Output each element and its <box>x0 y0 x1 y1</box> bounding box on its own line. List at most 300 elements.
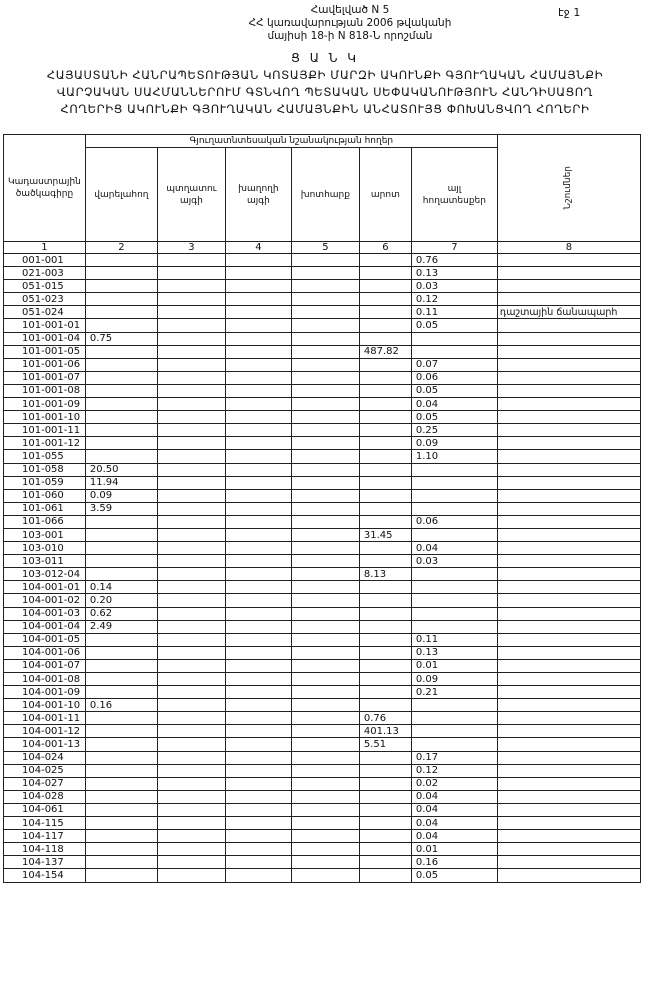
cell-notes <box>497 712 640 725</box>
cell-notes <box>497 686 640 699</box>
table-row <box>4 843 641 856</box>
cell-notes <box>497 254 640 267</box>
cell-orchard <box>157 790 225 803</box>
cell-other: 1.10 <box>411 450 497 463</box>
cell-pasture <box>359 515 411 528</box>
cell-code: 104-001-11 <box>4 712 86 725</box>
cell-orchard <box>157 280 225 293</box>
cell-pasture <box>359 463 411 476</box>
cell-vineyard <box>225 856 291 869</box>
cell-pasture <box>359 332 411 345</box>
col-number: 8 <box>497 242 640 254</box>
cell-orchard <box>157 803 225 816</box>
cell-other <box>411 712 497 725</box>
cell-orchard <box>157 371 225 384</box>
cell-notes <box>497 843 640 856</box>
cell-hayfield <box>291 594 359 607</box>
cell-code: 101-066 <box>4 515 86 528</box>
cell-other: 0.06 <box>411 515 497 528</box>
cell-notes <box>497 830 640 843</box>
cell-other: 0.76 <box>411 254 497 267</box>
cell-vineyard <box>225 869 291 882</box>
cell-notes <box>497 594 640 607</box>
cell-pasture <box>359 306 411 319</box>
table-row <box>4 293 641 306</box>
cell-arable <box>85 411 157 424</box>
table-row <box>4 345 641 358</box>
cell-orchard <box>157 293 225 306</box>
cell-hayfield <box>291 384 359 397</box>
cell-other <box>411 502 497 515</box>
cell-notes <box>497 358 640 371</box>
cell-vineyard <box>225 620 291 633</box>
cell-pasture: 5.51 <box>359 738 411 751</box>
table-row <box>4 659 641 672</box>
cell-code: 104-001-05 <box>4 633 86 646</box>
cell-pasture <box>359 293 411 306</box>
cell-other: 0.04 <box>411 817 497 830</box>
cell-pasture <box>359 450 411 463</box>
cell-notes <box>497 489 640 502</box>
cell-other <box>411 607 497 620</box>
page-label: էջ 1 <box>558 6 581 19</box>
cell-arable <box>85 764 157 777</box>
cell-other: 0.03 <box>411 555 497 568</box>
cell-hayfield <box>291 424 359 437</box>
table-row <box>4 306 641 319</box>
cell-arable <box>85 646 157 659</box>
cell-other <box>411 463 497 476</box>
cell-code: 104-001-13 <box>4 738 86 751</box>
cell-pasture <box>359 777 411 790</box>
cell-orchard <box>157 581 225 594</box>
cell-notes <box>497 568 640 581</box>
cell-code: 104-137 <box>4 856 86 869</box>
cell-notes <box>497 542 640 555</box>
table-row <box>4 712 641 725</box>
title-line: Ց Ա Ն Կ <box>290 51 360 65</box>
cell-arable <box>85 790 157 803</box>
cell-arable <box>85 712 157 725</box>
cell-pasture <box>359 686 411 699</box>
cell-notes <box>497 646 640 659</box>
cell-hayfield <box>291 437 359 450</box>
cell-arable <box>85 267 157 280</box>
cell-vineyard <box>225 830 291 843</box>
cell-code: 101-055 <box>4 450 86 463</box>
document-title <box>0 50 650 118</box>
cell-vineyard <box>225 345 291 358</box>
cell-other <box>411 345 497 358</box>
cell-vineyard <box>225 607 291 620</box>
cell-hayfield <box>291 607 359 620</box>
cell-other <box>411 332 497 345</box>
cell-vineyard <box>225 280 291 293</box>
cell-arable <box>85 345 157 358</box>
cell-code: 104-115 <box>4 817 86 830</box>
cell-arable <box>85 751 157 764</box>
cell-hayfield <box>291 319 359 332</box>
col-header-vineyard: խաղողի այգի <box>225 148 291 242</box>
cell-notes <box>497 267 640 280</box>
cell-pasture <box>359 254 411 267</box>
col-header-notes <box>497 135 640 242</box>
cell-pasture <box>359 646 411 659</box>
table-row <box>4 502 641 515</box>
table-row <box>4 607 641 620</box>
table-row <box>4 699 641 712</box>
cell-hayfield <box>291 764 359 777</box>
table-row <box>4 358 641 371</box>
cell-code: 101-001-06 <box>4 358 86 371</box>
cell-notes <box>497 555 640 568</box>
cell-arable: 0.75 <box>85 332 157 345</box>
cell-hayfield <box>291 646 359 659</box>
cell-other: 0.21 <box>411 686 497 699</box>
cell-orchard <box>157 725 225 738</box>
cell-hayfield <box>291 371 359 384</box>
cell-code: 101-060 <box>4 489 86 502</box>
cell-arable <box>85 398 157 411</box>
cell-other: 0.02 <box>411 777 497 790</box>
cell-pasture <box>359 620 411 633</box>
cell-notes <box>497 437 640 450</box>
cell-vineyard <box>225 476 291 489</box>
cell-orchard <box>157 594 225 607</box>
cell-pasture <box>359 830 411 843</box>
cell-vineyard <box>225 267 291 280</box>
cell-vineyard <box>225 594 291 607</box>
cell-arable <box>85 515 157 528</box>
cell-orchard <box>157 424 225 437</box>
cell-hayfield <box>291 725 359 738</box>
cell-code: 101-058 <box>4 463 86 476</box>
cell-vineyard <box>225 777 291 790</box>
table-row <box>4 790 641 803</box>
cell-pasture: 31.45 <box>359 528 411 541</box>
cell-notes <box>497 803 640 816</box>
cell-other: 0.17 <box>411 751 497 764</box>
cell-vineyard <box>225 293 291 306</box>
cell-code: 104-001-01 <box>4 581 86 594</box>
cell-arable <box>85 437 157 450</box>
cell-code: 101-001-12 <box>4 437 86 450</box>
cell-code: 051-023 <box>4 293 86 306</box>
cell-arable: 11.94 <box>85 476 157 489</box>
table-row <box>4 673 641 686</box>
cell-code: 104-001-12 <box>4 725 86 738</box>
cell-vineyard <box>225 424 291 437</box>
cell-notes <box>497 673 640 686</box>
cell-hayfield <box>291 358 359 371</box>
cell-hayfield <box>291 830 359 843</box>
col-header-other: այլ հողատեսքեր <box>411 148 497 242</box>
cell-notes <box>497 856 640 869</box>
cell-vineyard <box>225 817 291 830</box>
cell-orchard <box>157 489 225 502</box>
cell-arable <box>85 725 157 738</box>
cell-notes <box>497 371 640 384</box>
table-row <box>4 254 641 267</box>
cell-code: 001-001 <box>4 254 86 267</box>
cell-orchard <box>157 699 225 712</box>
table-row <box>4 594 641 607</box>
cell-notes <box>497 345 640 358</box>
cell-arable <box>85 777 157 790</box>
cell-orchard <box>157 555 225 568</box>
cell-pasture <box>359 411 411 424</box>
cell-other: 0.09 <box>411 437 497 450</box>
cell-orchard <box>157 777 225 790</box>
cell-arable <box>85 306 157 319</box>
cell-hayfield <box>291 620 359 633</box>
cell-other: 0.16 <box>411 856 497 869</box>
cell-arable <box>85 830 157 843</box>
table-row <box>4 568 641 581</box>
table-row <box>4 542 641 555</box>
cell-hayfield <box>291 777 359 790</box>
cell-other: 0.05 <box>411 384 497 397</box>
table-row <box>4 398 641 411</box>
cell-notes <box>497 411 640 424</box>
col-header-notes-text: Նշումներ <box>563 166 574 210</box>
cell-hayfield <box>291 817 359 830</box>
cell-vineyard <box>225 803 291 816</box>
cell-pasture <box>359 267 411 280</box>
cell-arable <box>85 319 157 332</box>
cell-pasture <box>359 764 411 777</box>
cell-other: 0.07 <box>411 358 497 371</box>
cell-orchard <box>157 384 225 397</box>
cell-orchard <box>157 463 225 476</box>
cell-arable <box>85 555 157 568</box>
cell-orchard <box>157 751 225 764</box>
cell-pasture <box>359 555 411 568</box>
cell-orchard <box>157 764 225 777</box>
table-row <box>4 476 641 489</box>
cell-code: 101-001-01 <box>4 319 86 332</box>
cell-pasture <box>359 476 411 489</box>
cell-orchard <box>157 542 225 555</box>
cell-arable <box>85 843 157 856</box>
table-row <box>4 463 641 476</box>
cell-notes <box>497 790 640 803</box>
cell-orchard <box>157 515 225 528</box>
cell-code: 101-001-07 <box>4 371 86 384</box>
cell-notes <box>497 817 640 830</box>
cell-notes <box>497 581 640 594</box>
cell-orchard <box>157 738 225 751</box>
cell-vineyard <box>225 437 291 450</box>
table-row <box>4 817 641 830</box>
cell-code: 104-024 <box>4 751 86 764</box>
cell-hayfield <box>291 463 359 476</box>
cell-notes <box>497 319 640 332</box>
cell-vineyard <box>225 764 291 777</box>
cell-notes <box>497 384 640 397</box>
cell-other: 0.12 <box>411 293 497 306</box>
cell-pasture <box>359 673 411 686</box>
title-line: ՀԱՅԱՍՏԱՆԻ ՀԱՆՐԱՊԵՏՈՒԹՅԱՆ ԿՈՏԱՅՔԻ ՄԱՐԶԻ ԱԿՈՒՆՔԻ ԳՅՈՒՂԱԿԱՆ ՀԱՄԱՅՆՔԻ <box>46 68 604 82</box>
cell-arable <box>85 568 157 581</box>
cell-other: 0.11 <box>411 306 497 319</box>
cell-hayfield <box>291 843 359 856</box>
cell-pasture: 8.13 <box>359 568 411 581</box>
cell-vineyard <box>225 699 291 712</box>
cell-arable <box>85 633 157 646</box>
cell-orchard <box>157 332 225 345</box>
cell-code: 103-001 <box>4 528 86 541</box>
cell-code: 104-117 <box>4 830 86 843</box>
cell-other <box>411 581 497 594</box>
cell-notes <box>497 398 640 411</box>
cell-vineyard <box>225 751 291 764</box>
cell-hayfield <box>291 790 359 803</box>
cell-notes <box>497 280 640 293</box>
cell-pasture <box>359 803 411 816</box>
table-row <box>4 620 641 633</box>
cell-hayfield <box>291 515 359 528</box>
cell-notes <box>497 777 640 790</box>
table-row <box>4 803 641 816</box>
cell-orchard <box>157 450 225 463</box>
cell-notes <box>497 699 640 712</box>
table-body <box>4 254 641 883</box>
table-row <box>4 856 641 869</box>
cell-arable <box>85 384 157 397</box>
cell-code: 103-010 <box>4 542 86 555</box>
cell-code: 103-012-04 <box>4 568 86 581</box>
cell-hayfield <box>291 332 359 345</box>
cell-orchard <box>157 869 225 882</box>
table-row <box>4 319 641 332</box>
cell-vineyard <box>225 306 291 319</box>
cell-orchard <box>157 319 225 332</box>
table-row <box>4 830 641 843</box>
cell-notes <box>497 293 640 306</box>
cell-code: 104-001-08 <box>4 673 86 686</box>
cell-other: 0.25 <box>411 424 497 437</box>
cell-vineyard <box>225 463 291 476</box>
cell-hayfield <box>291 542 359 555</box>
table-row <box>4 751 641 764</box>
cell-vineyard <box>225 371 291 384</box>
cell-arable: 20.50 <box>85 463 157 476</box>
cell-hayfield <box>291 856 359 869</box>
cell-vineyard <box>225 738 291 751</box>
cell-hayfield <box>291 673 359 686</box>
table-row <box>4 437 641 450</box>
cell-other: 0.06 <box>411 371 497 384</box>
cell-pasture <box>359 371 411 384</box>
cell-orchard <box>157 843 225 856</box>
cell-other <box>411 620 497 633</box>
cell-code: 101-001-09 <box>4 398 86 411</box>
cell-pasture <box>359 542 411 555</box>
cell-other: 0.05 <box>411 869 497 882</box>
col-header-code: Կադաստրային ծածկագիրը <box>4 135 86 242</box>
cell-hayfield <box>291 280 359 293</box>
cell-hayfield <box>291 450 359 463</box>
cell-vineyard <box>225 542 291 555</box>
cell-other <box>411 568 497 581</box>
cell-code: 101-061 <box>4 502 86 515</box>
cell-vineyard <box>225 790 291 803</box>
cell-other <box>411 738 497 751</box>
cell-notes <box>497 607 640 620</box>
cell-code: 104-001-09 <box>4 686 86 699</box>
cell-code: 104-061 <box>4 803 86 816</box>
cell-code: 101-001-05 <box>4 345 86 358</box>
cell-arable: 0.20 <box>85 594 157 607</box>
cell-hayfield <box>291 568 359 581</box>
cell-code: 101-001-10 <box>4 411 86 424</box>
cell-notes <box>497 476 640 489</box>
cell-notes <box>497 633 640 646</box>
cell-pasture <box>359 437 411 450</box>
cell-pasture <box>359 633 411 646</box>
cell-code: 021-003 <box>4 267 86 280</box>
cell-other: 0.03 <box>411 280 497 293</box>
cell-hayfield <box>291 476 359 489</box>
cell-hayfield <box>291 489 359 502</box>
cell-pasture <box>359 319 411 332</box>
title-line: ՀՈՂԵՐԻՑ ԱԿՈՒՆՔԻ ԳՅՈՒՂԱԿԱՆ ՀԱՄԱՅՆՔԻՆ ԱՆՀԱՏՈՒՅՑ ՓՈԽԱՆՑՎՈՂ ՀՈՂԵՐԻ <box>60 102 590 116</box>
cell-orchard <box>157 358 225 371</box>
table-row <box>4 633 641 646</box>
table-row <box>4 725 641 738</box>
cell-vineyard <box>225 411 291 424</box>
table-row <box>4 515 641 528</box>
cell-arable <box>85 686 157 699</box>
cell-code: 104-001-04 <box>4 620 86 633</box>
cell-hayfield <box>291 398 359 411</box>
cell-vineyard <box>225 384 291 397</box>
cell-vineyard <box>225 633 291 646</box>
cell-arable: 2.49 <box>85 620 157 633</box>
cell-orchard <box>157 254 225 267</box>
cell-pasture <box>359 358 411 371</box>
cell-orchard <box>157 437 225 450</box>
cell-code: 104-027 <box>4 777 86 790</box>
cell-notes <box>497 725 640 738</box>
cell-code: 103-011 <box>4 555 86 568</box>
cell-code: 104-001-10 <box>4 699 86 712</box>
cell-vineyard <box>225 502 291 515</box>
col-number: 3 <box>157 242 225 254</box>
cell-orchard <box>157 476 225 489</box>
col-number: 5 <box>291 242 359 254</box>
cell-notes <box>497 332 640 345</box>
cell-arable <box>85 738 157 751</box>
cell-orchard <box>157 686 225 699</box>
cell-pasture <box>359 751 411 764</box>
table-row <box>4 528 641 541</box>
cell-arable: 0.16 <box>85 699 157 712</box>
cell-arable <box>85 803 157 816</box>
annex-header <box>230 4 470 43</box>
cell-vineyard <box>225 319 291 332</box>
cell-pasture: 401.13 <box>359 725 411 738</box>
cell-vineyard <box>225 659 291 672</box>
cell-other: 0.04 <box>411 542 497 555</box>
cell-arable <box>85 424 157 437</box>
cell-arable: 0.14 <box>85 581 157 594</box>
cell-arable: 0.09 <box>85 489 157 502</box>
cell-other: 0.11 <box>411 633 497 646</box>
cell-other: 0.13 <box>411 267 497 280</box>
cell-other: 0.01 <box>411 843 497 856</box>
